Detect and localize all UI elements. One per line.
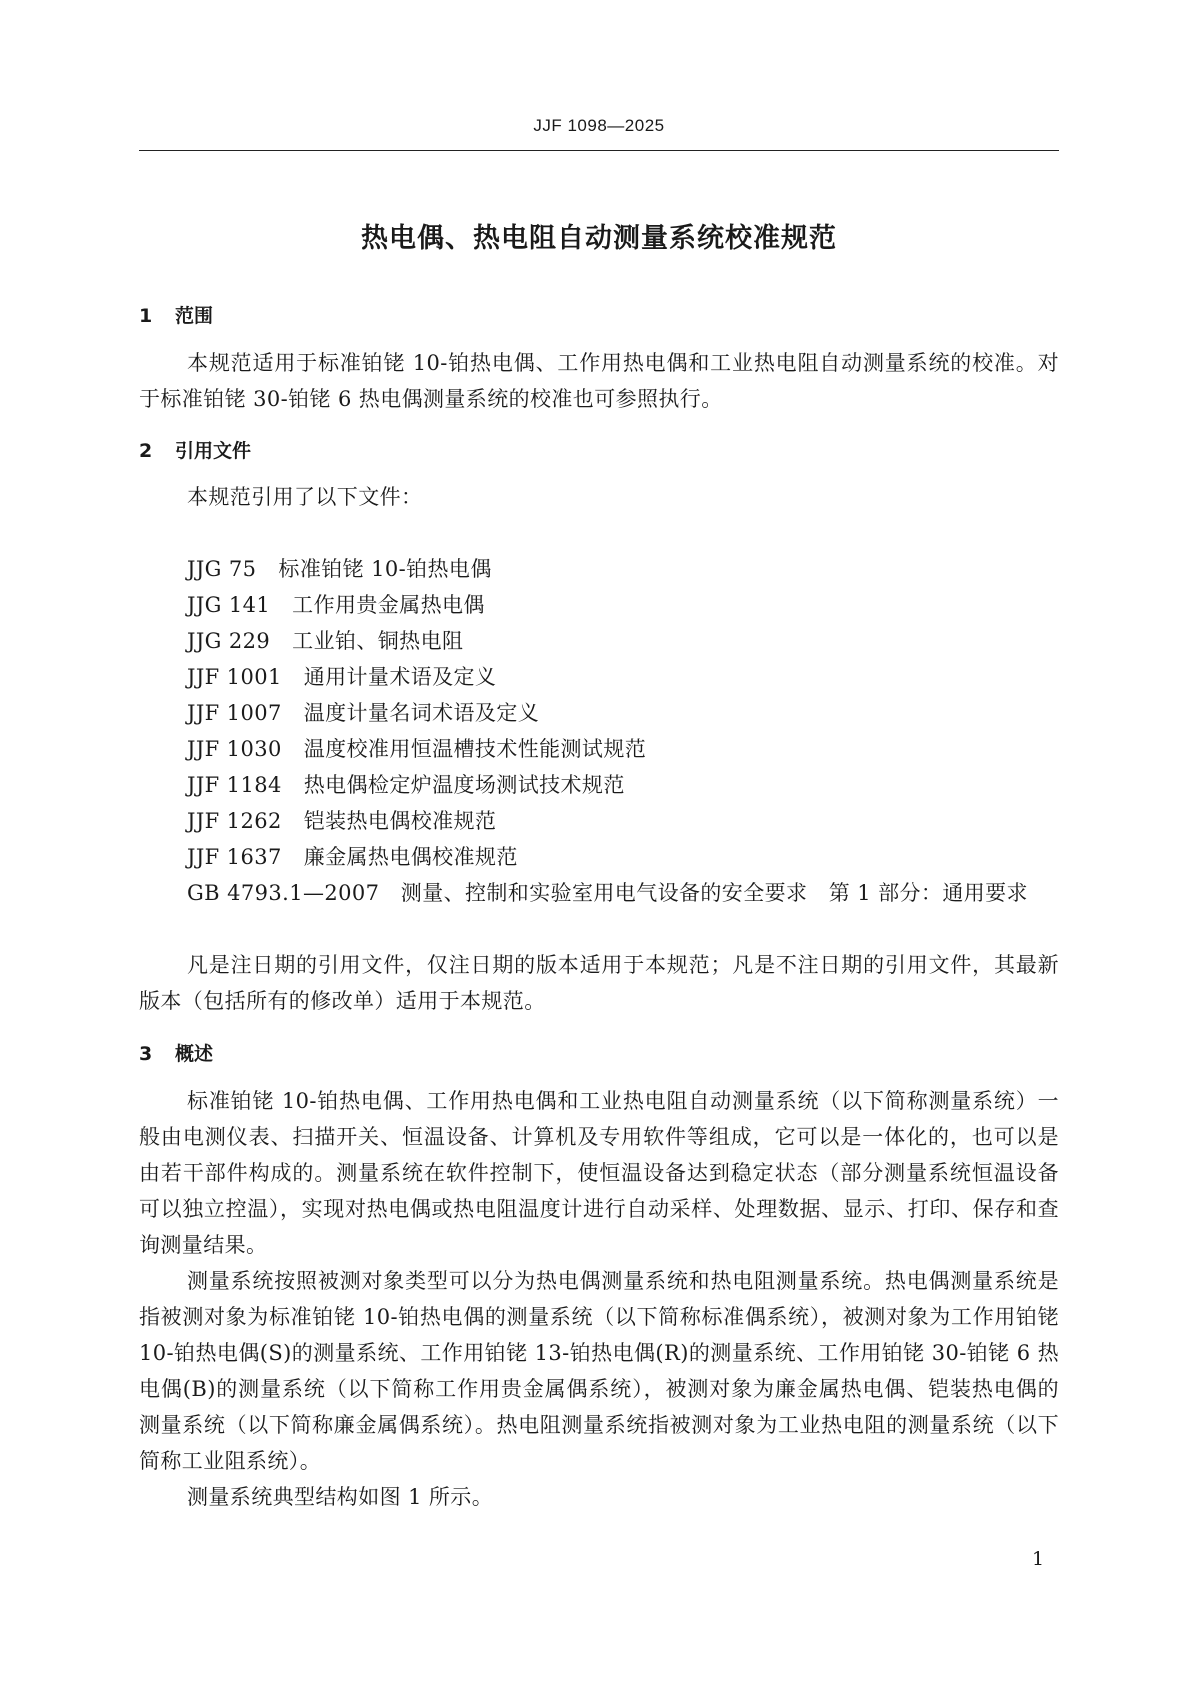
list-item	[187, 551, 646, 587]
reference-title: 标准铂铑 10-铂热电偶	[278, 557, 492, 581]
reference-code: JJF 1262	[187, 809, 282, 833]
reference-title: 铠装热电偶校准规范	[303, 809, 497, 833]
header-rule	[139, 150, 1059, 151]
reference-title: 热电偶检定炉温度场测试技术规范	[303, 773, 625, 797]
list-item	[187, 839, 646, 875]
reference-code: JJF 1001	[187, 665, 282, 689]
reference-code: JJF 1030	[187, 737, 282, 761]
section-title: 概述	[175, 1043, 214, 1065]
reference-title: 廉金属热电偶校准规范	[303, 845, 518, 869]
section-number: 2	[139, 440, 153, 462]
reference-code: JJG 141	[187, 593, 271, 617]
section-title: 引用文件	[175, 440, 252, 462]
reference-list	[187, 551, 646, 875]
section-1-paragraph: 本规范适用于标准铂铑 10-铂热电偶、工作用热电偶和工业热电阻自动测量系统的校准。对于标准铂铑 30-铂铑 6 热电偶测量系统的校准也可参照执行。	[139, 351, 1059, 411]
gb-reference: GB 4793.1—2007 测量、控制和实验室用电气设备的安全要求 第 1 部分：通用要求	[187, 881, 1028, 905]
section-3-paragraph-2: 测量系统按照被测对象类型可以分为热电偶测量系统和热电阻测量系统。热电偶测量系统是指被测对象为标准铂铑 10-铂热电偶的测量系统（以下简称标准偶系统），被测对象为工作用铂铑 10-铂热电偶(S)的测量系统、工作用铂铑 13-铂热电偶(R)的测量系统、工作用铂铑 30-铂铑 6 热电偶(B)的测量系统（以下简称工作用贵金属偶系统），被测对象为廉金属热电偶、铠装热电偶的测量系统（以下简称廉金属偶系统）。热电阻测量系统指被测对象为工业热电阻的测量系统（以下简称工业阻系统）。	[139, 1269, 1059, 1473]
reference-title: 工作用贵金属热电偶	[292, 593, 485, 617]
section-2-heading	[139, 436, 251, 463]
page-header-code: JJF 1098—2025	[533, 116, 665, 135]
list-item	[187, 587, 646, 623]
section-title: 范围	[175, 305, 214, 327]
section-3-paragraph-1: 标准铂铑 10-铂热电偶、工作用热电偶和工业热电阻自动测量系统（以下简称测量系统）一般由电测仪表、扫描开关、恒温设备、计算机及专用软件等组成，它可以是一体化的，也可以是由若干部件构成的。测量系统在软件控制下，使恒温设备达到稳定状态（部分测量系统恒温设备可以独立控温），实现对热电偶或热电阻温度计进行自动采样、处理数据、显示、打印、保存和查询测量结果。	[139, 1089, 1059, 1257]
reference-code: JJF 1184	[187, 773, 282, 797]
reference-title: 工业铂、铜热电阻	[292, 629, 464, 653]
references-intro: 本规范引用了以下文件：	[187, 485, 423, 509]
list-item	[187, 731, 646, 767]
section-3-heading	[139, 1039, 213, 1066]
page-number: 1	[1032, 1548, 1045, 1570]
references-note: 凡是注日期的引用文件，仅注日期的版本适用于本规范；凡是不注日期的引用文件，其最新版本（包括所有的修改单）适用于本规范。	[139, 953, 1059, 1013]
list-item	[187, 659, 646, 695]
reference-title: 通用计量术语及定义	[303, 665, 497, 689]
section-number: 1	[139, 305, 153, 327]
list-item	[187, 695, 646, 731]
section-3-paragraph-3: 测量系统典型结构如图 1 所示。	[187, 1485, 494, 1509]
reference-code: JJG 75	[187, 557, 257, 581]
document-title: 热电偶、热电阻自动测量系统校准规范	[361, 223, 837, 254]
section-1-heading	[139, 301, 213, 328]
reference-code: JJF 1007	[187, 701, 282, 725]
section-number: 3	[139, 1043, 153, 1065]
reference-title: 温度校准用恒温槽技术性能测试规范	[303, 737, 647, 761]
list-item	[187, 803, 646, 839]
reference-code: JJF 1637	[187, 845, 282, 869]
reference-code: JJG 229	[187, 629, 271, 653]
reference-title: 温度计量名词术语及定义	[303, 701, 540, 725]
list-item	[187, 767, 646, 803]
list-item	[187, 623, 646, 659]
